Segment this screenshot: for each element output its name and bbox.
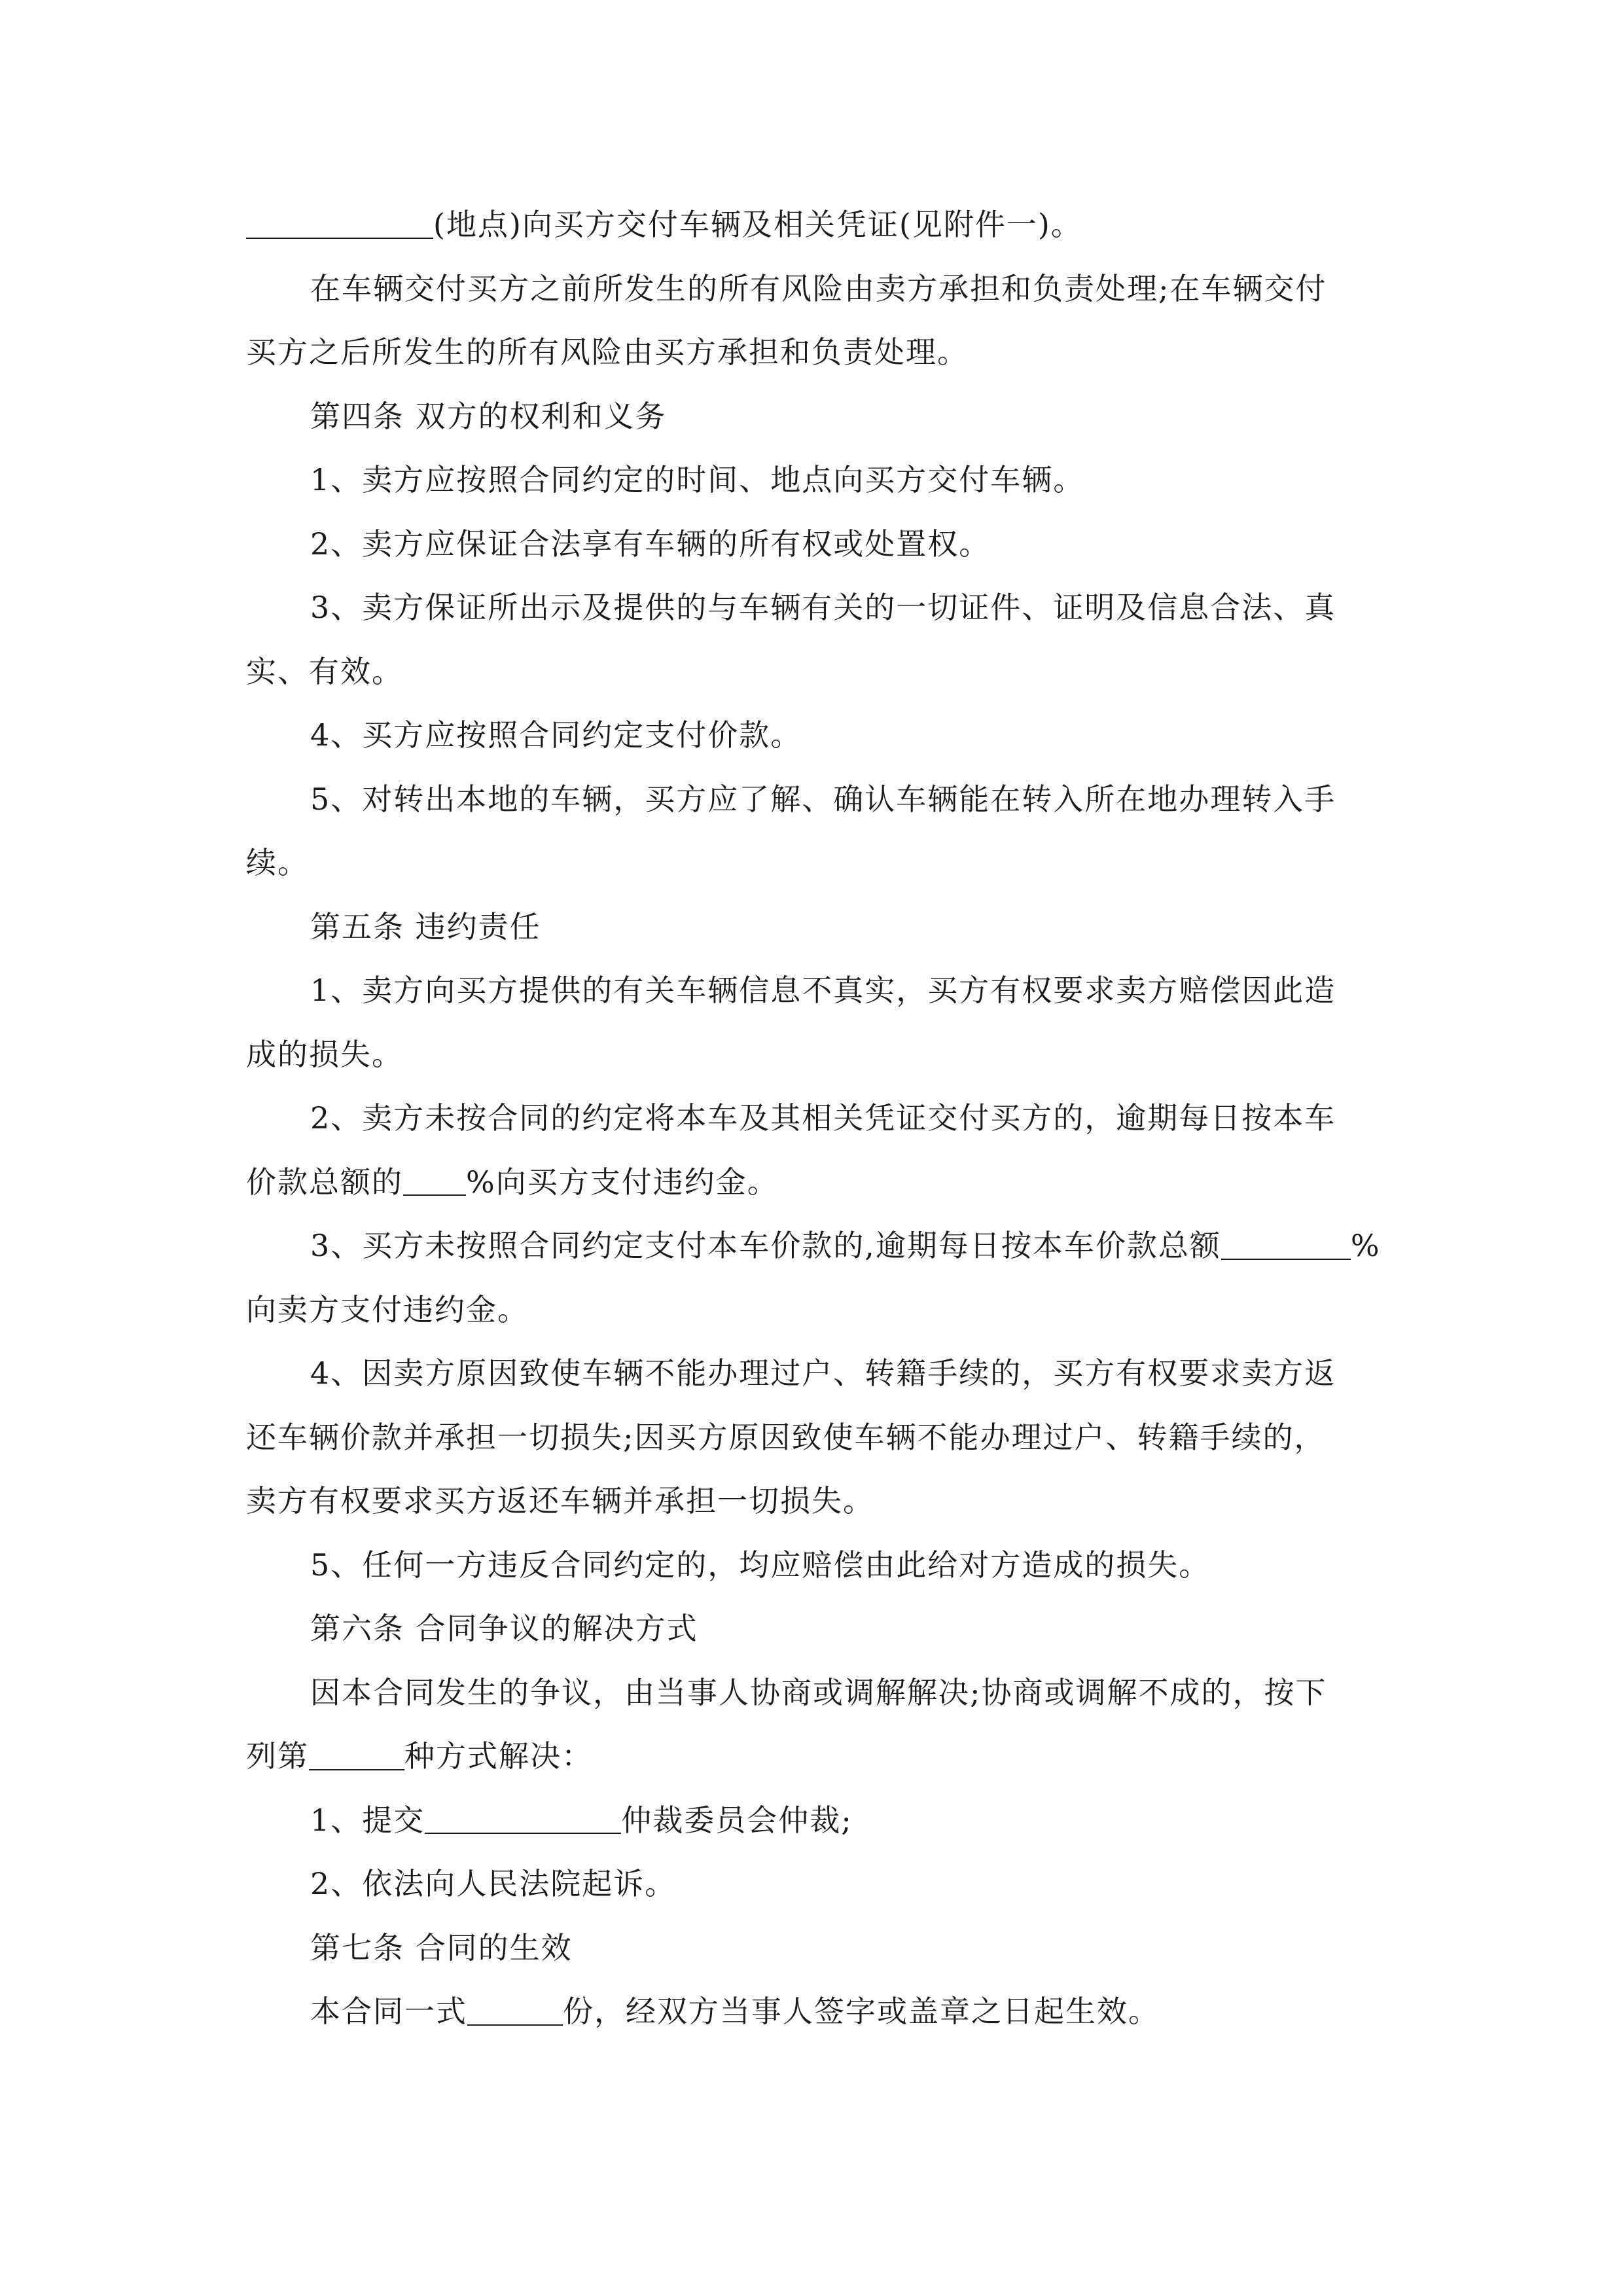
article-5-item-3-line1: 3、买方未按照合同约定支付本车价款的,逾期每日按本车价款总额 % <box>310 1228 1381 1263</box>
paragraph-risk-line1: 在车辆交付买方之前所发生的所有风险由卖方承担和负责处理;在车辆交付 <box>310 270 1327 306</box>
article-5-item-4-line1: 4、因卖方原因致使车辆不能办理过户、转籍手续的，买方有权要求卖方返 <box>310 1355 1336 1391</box>
article-6-text-line2: 列第 种方式解决： <box>246 1738 593 1774</box>
article-6-item-2: 2、依法向人民法院起诉。 <box>310 1866 677 1901</box>
article-5-item-4-line2: 还车辆价款并承担一切损失;因买方原因致使车辆不能办理过户、转籍手续的， <box>246 1419 1326 1455</box>
contract-body <box>246 193 1385 2044</box>
blank-arbitration-committee[interactable] <box>425 1803 621 1834</box>
article-6-text-line1: 因本合同发生的争议，由当事人协商或调解解决;协商或调解不成的，按下 <box>310 1674 1327 1710</box>
blank-copies-count[interactable] <box>467 1994 563 2026</box>
blank-location[interactable] <box>246 207 433 239</box>
article-6-heading: 第六条 合同争议的解决方式 <box>310 1611 698 1646</box>
paragraph-delivery-location: (地点)向买方交付车辆及相关凭证(见附件一)。 <box>246 193 1385 257</box>
article-7-heading: 第七条 合同的生效 <box>310 1929 573 1965</box>
article-4-item-5-line2: 续。 <box>246 845 309 880</box>
article-5-item-4-line3: 卖方有权要求买方返还车辆并承担一切损失。 <box>246 1483 874 1518</box>
article-5-item-1-line2: 成的损失。 <box>246 1036 403 1072</box>
article-5-item-1-line1: 1、卖方向买方提供的有关车辆信息不真实，买方有权要求卖方赔偿因此造 <box>310 973 1336 1008</box>
article-7-text: 本合同一式 份，经双方当事人签字或盖章之日起生效。 <box>310 1994 1160 2029</box>
article-4-heading: 第四条 双方的权利和义务 <box>310 398 667 434</box>
article-4-item-3-line2: 实、有效。 <box>246 653 403 689</box>
article-5-heading: 第五条 违约责任 <box>310 908 541 944</box>
article-4-item-5-line1: 5、对转出本地的车辆，买方应了解、确认车辆能在转入所在地办理转入手 <box>310 781 1336 817</box>
article-5-item-2-line1: 2、卖方未按合同的约定将本车及其相关凭证交付买方的，逾期每日按本车 <box>310 1100 1336 1136</box>
article-4-item-3-line1: 3、卖方保证所出示及提供的与车辆有关的一切证件、证明及信息合法、真 <box>310 590 1336 625</box>
blank-seller-penalty-percent[interactable] <box>403 1164 466 1196</box>
blank-resolution-method[interactable] <box>309 1739 404 1770</box>
article-5-item-5: 5、任何一方违反合同约定的，均应赔偿由此给对方造成的损失。 <box>310 1547 1211 1583</box>
article-5-item-3-line2: 向卖方支付违约金。 <box>246 1291 529 1327</box>
article-4-item-2: 2、卖方应保证合法享有车辆的所有权或处置权。 <box>310 526 991 562</box>
paragraph-risk-line2: 买方之后所发生的所有风险由买方承担和负责处理。 <box>246 334 969 370</box>
article-6-item-1: 1、提交 仲裁委员会仲裁; <box>310 1802 853 1838</box>
blank-buyer-penalty-percent[interactable] <box>1221 1229 1351 1260</box>
article-4-item-4: 4、买方应按照合同约定支付价款。 <box>310 717 802 753</box>
article-5-item-2-line2: 价款总额的 %向买方支付违约金。 <box>246 1164 779 1200</box>
article-4-item-1: 1、卖方应按照合同约定的时间、地点向买方交付车辆。 <box>310 462 1085 497</box>
